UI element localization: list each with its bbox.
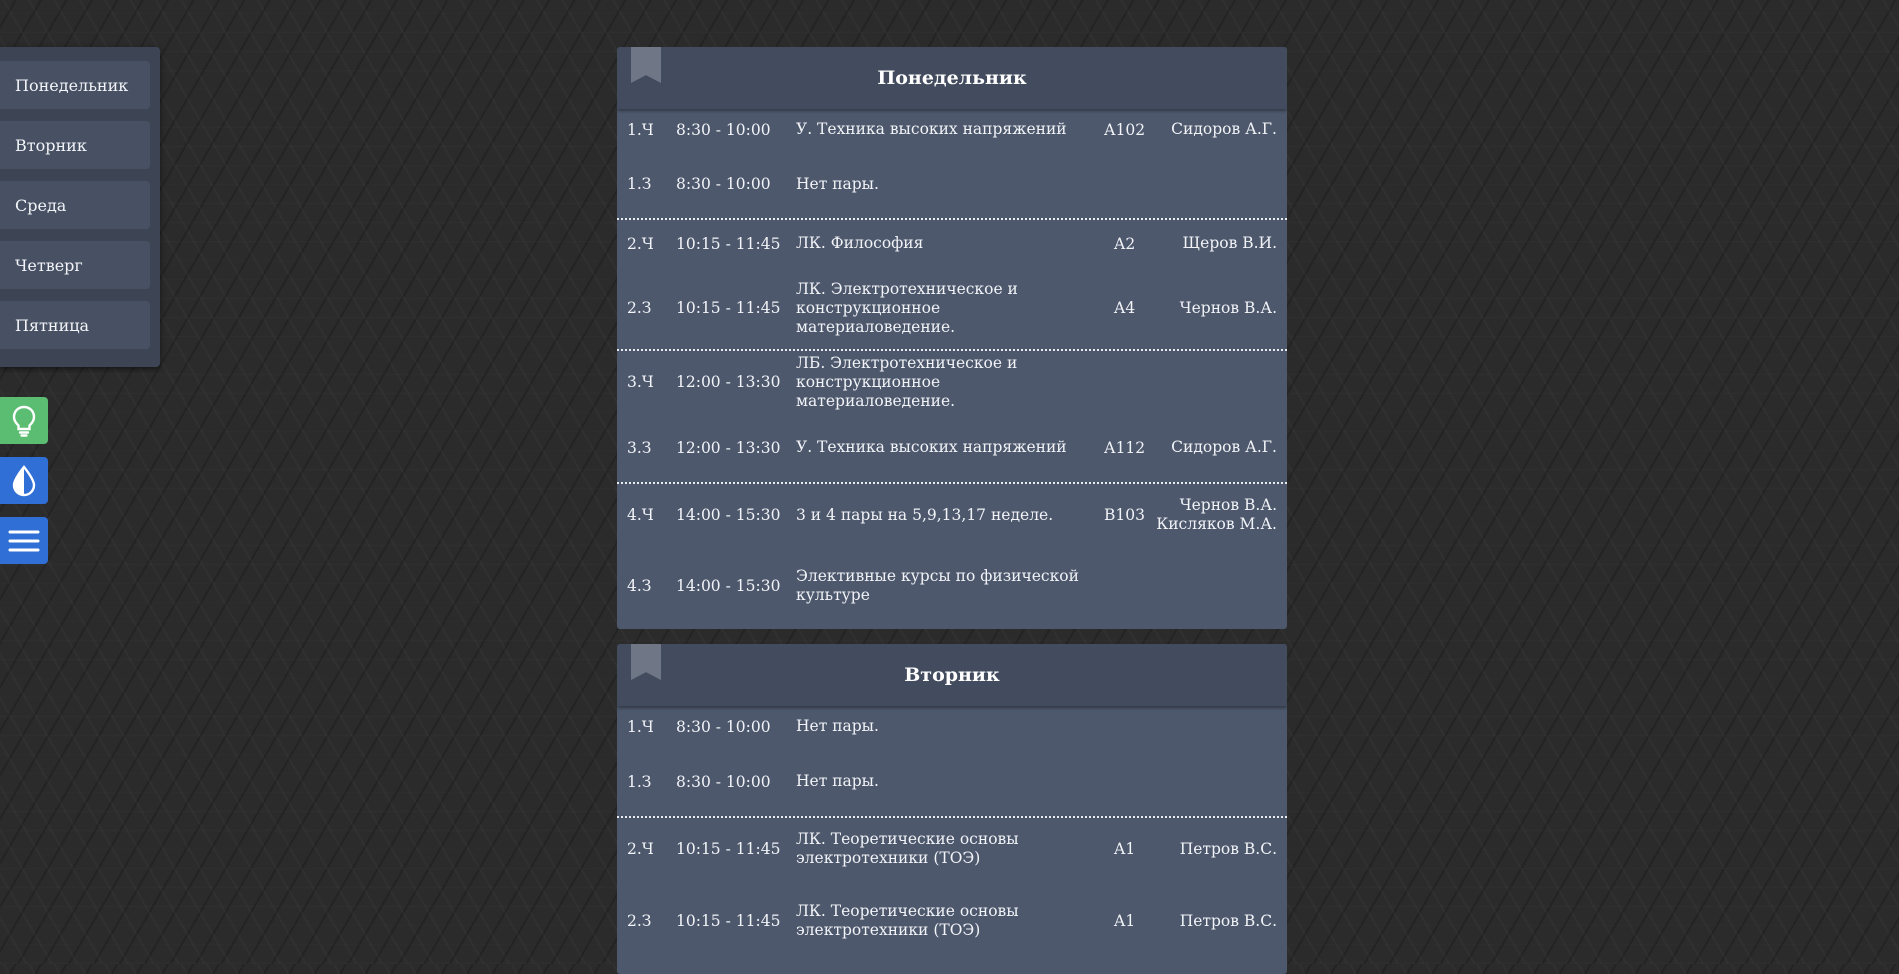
pair-time: 10:15 - 11:45 (676, 840, 781, 858)
pair-subject: У. Техника высоких напряжений (796, 438, 1067, 456)
pair-time: 10:15 - 11:45 (676, 299, 781, 317)
pair-teacher: Чернов В.А. Кисляков М.А. (1156, 496, 1277, 533)
pair-teacher: Петров В.С. (1179, 911, 1277, 930)
schedule-row (617, 482, 1287, 546)
pair-teacher: Петров В.С. (1179, 839, 1277, 858)
pair-number: 1.Ч (627, 717, 654, 736)
bookmark-icon[interactable] (631, 47, 661, 83)
bookmark-icon[interactable] (631, 644, 661, 680)
hamburger-menu-icon (8, 528, 40, 554)
schedule-row (617, 150, 1287, 218)
pair-number: 2.Ч (627, 234, 654, 253)
day-header (617, 644, 1287, 706)
schedule-row (617, 816, 1287, 880)
pair-subject: ЛК. Философия (796, 234, 924, 252)
sidebar-item-tuesday[interactable] (0, 121, 150, 169)
pair-subject: ЛК. Теоретические основы электротехники (ТОЭ) (796, 830, 1019, 867)
pair-time: 14:00 - 15:30 (676, 577, 781, 595)
pair-teacher: Чернов В.А. (1179, 298, 1277, 317)
pair-room (1092, 150, 1157, 218)
sidebar-item-label: Среда (15, 195, 67, 215)
pair-room: А4 (1113, 299, 1136, 317)
pair-number: 2.Ч (627, 840, 654, 858)
schedule-row (617, 267, 1287, 349)
pair-room: А102 (1103, 120, 1146, 139)
pair-room: А1 (1113, 912, 1136, 930)
pair-time: 14:00 - 15:30 (676, 506, 781, 524)
pair-number: 3.З (627, 438, 652, 457)
pair-number: 3.Ч (627, 373, 654, 391)
pair-room: В103 (1104, 506, 1145, 524)
sidebar-item-label: Вторник (15, 135, 87, 155)
pair-room: А1 (1113, 840, 1136, 858)
pair-subject: ЛБ. Электротехническое и конструкционное материаловедение. (796, 353, 1018, 410)
day-header (617, 47, 1287, 109)
pair-number: 4.Ч (627, 506, 654, 524)
day-sidebar (0, 47, 160, 367)
pair-subject: ЛК. Теоретические основы электротехники (ТОЭ) (796, 902, 1019, 939)
pair-room: А112 (1103, 438, 1146, 457)
pair-teacher: Сидоров А.Г. (1171, 438, 1277, 456)
pair-time: 12:00 - 13:30 (676, 438, 781, 457)
pair-subject: Элективные курсы по физической культуре (796, 567, 1079, 604)
pair-number: 2.З (627, 299, 652, 317)
pair-time: 10:15 - 11:45 (676, 912, 781, 930)
sidebar-item-label: Пятница (15, 315, 90, 335)
pair-time: 8:30 - 10:00 (676, 120, 771, 139)
pair-teacher: Щеров В.И. (1182, 234, 1277, 252)
pair-number: 1.З (627, 175, 652, 193)
schedule-row (617, 747, 1287, 816)
day-panel-monday (617, 47, 1287, 629)
schedule-row (617, 109, 1287, 150)
pair-time: 12:00 - 13:30 (676, 373, 781, 391)
schedule-row (617, 546, 1287, 626)
sidebar-item-monday[interactable] (0, 61, 150, 109)
menu-button[interactable] (0, 517, 48, 564)
pair-subject: ЛК. Электротехническое и конструкционное материаловедение. (796, 279, 1018, 336)
contrast-drop-icon (11, 465, 37, 497)
theme-toggle-button[interactable] (0, 457, 48, 504)
sidebar-item-thursday[interactable] (0, 241, 150, 289)
schedule-row (617, 880, 1287, 962)
pair-number: 1.З (627, 772, 652, 791)
pair-room: А2 (1113, 234, 1136, 253)
pair-subject: Нет пары. (796, 174, 879, 193)
pair-room (1092, 351, 1157, 413)
day-panel-tuesday (617, 644, 1287, 974)
pair-subject: 3 и 4 пары на 5,9,13,17 неделе. (796, 505, 1054, 524)
lightbulb-icon (11, 405, 37, 437)
pair-number: 1.Ч (627, 120, 654, 139)
pair-number: 4.З (627, 577, 652, 595)
sidebar-item-label: Четверг (15, 255, 83, 275)
pair-room (1092, 747, 1157, 816)
day-title: Вторник (904, 664, 1000, 686)
pair-time: 8:30 - 10:00 (676, 717, 771, 736)
pair-room (1092, 706, 1157, 747)
pair-subject: Нет пары. (796, 717, 879, 735)
schedule-row (617, 218, 1287, 267)
pair-subject: У. Техника высоких напряжений (796, 120, 1067, 138)
pair-time: 8:30 - 10:00 (676, 772, 771, 791)
schedule-row (617, 413, 1287, 482)
schedule-row (617, 706, 1287, 747)
pair-subject: Нет пары. (796, 772, 879, 790)
sidebar-item-wednesday[interactable] (0, 181, 150, 229)
idea-button[interactable] (0, 397, 48, 444)
pair-time: 10:15 - 11:45 (676, 234, 781, 253)
pair-time: 8:30 - 10:00 (676, 175, 771, 193)
pair-number: 2.З (627, 912, 652, 930)
sidebar-item-friday[interactable] (0, 301, 150, 349)
day-title: Понедельник (877, 67, 1027, 89)
schedule-row (617, 349, 1287, 413)
pair-teacher: Сидоров А.Г. (1171, 120, 1277, 138)
sidebar-item-label: Понедельник (15, 75, 129, 95)
pair-room (1092, 546, 1157, 626)
